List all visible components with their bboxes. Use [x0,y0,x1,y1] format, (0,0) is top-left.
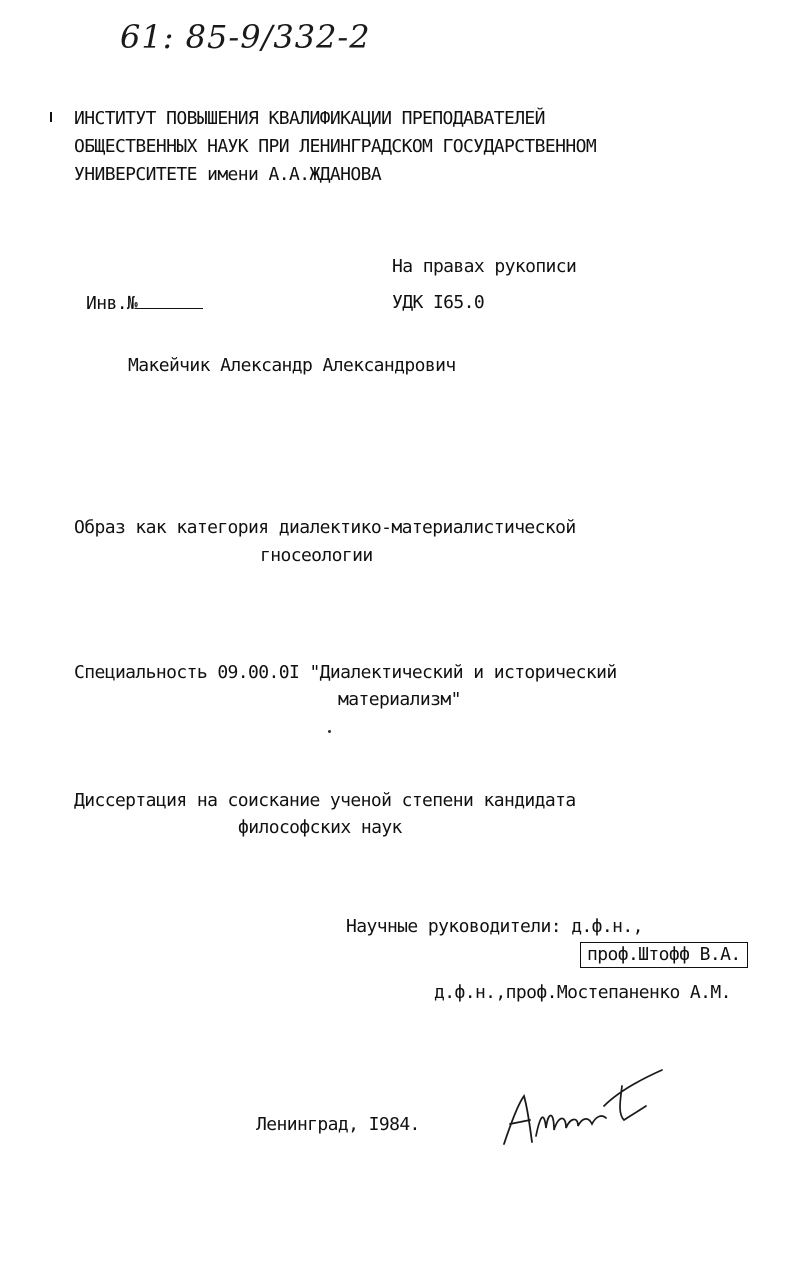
handwritten-archive-number: 61: 85-9/332-2 [120,18,371,56]
institute-line-2: ОБЩЕСТВЕННЫХ НАУК ПРИ ЛЕНИНГРАДСКОМ ГОСУДАРСТВЕННОМ [74,136,597,157]
institute-line-1: ИНСТИТУТ ПОВЫШЕНИЯ КВАЛИФИКАЦИИ ПРЕПОДАВАТЕЛЕЙ [74,108,545,129]
inventory-number [86,292,203,315]
thesis-title-line-1: Образ как категория диалектико-материалистической [74,517,576,538]
author-name: Макейчик Александр Александрович [128,355,456,376]
author-signature [496,1066,666,1150]
signature-stroke-a [504,1096,532,1144]
place-and-year: Ленинград, I984. [256,1114,420,1135]
specialty-line-1: Специальность 09.00.0I "Диалектический и исторический [74,662,617,683]
supervisor-second: д.ф.н.,проф.Мостепаненко А.М. [434,982,731,1003]
udk-code: УДК I65.0 [392,292,485,313]
thesis-title-line-2: гносеологии [260,545,373,566]
signature-stroke-b [536,1116,606,1137]
margin-mark [50,112,52,122]
dissertation-line-2: философских наук [238,817,402,838]
supervisors-label: Научные руководители: д.ф.н., [346,916,643,937]
supervisor-first: проф.Штофф В.А. [580,942,748,968]
specialty-line-2: материализм" [338,689,461,710]
speck [328,730,331,733]
inventory-blank [137,292,203,309]
inventory-label: Инв.№ [86,293,138,314]
manuscript-rights: На правах рукописи [392,256,577,277]
signature-stroke-c [604,1070,662,1120]
dissertation-line-1: Диссертация на соискание ученой степени кандидата [74,790,576,811]
institute-line-3: УНИВЕРСИТЕТЕ имени А.А.ЖДАНОВА [74,164,382,185]
